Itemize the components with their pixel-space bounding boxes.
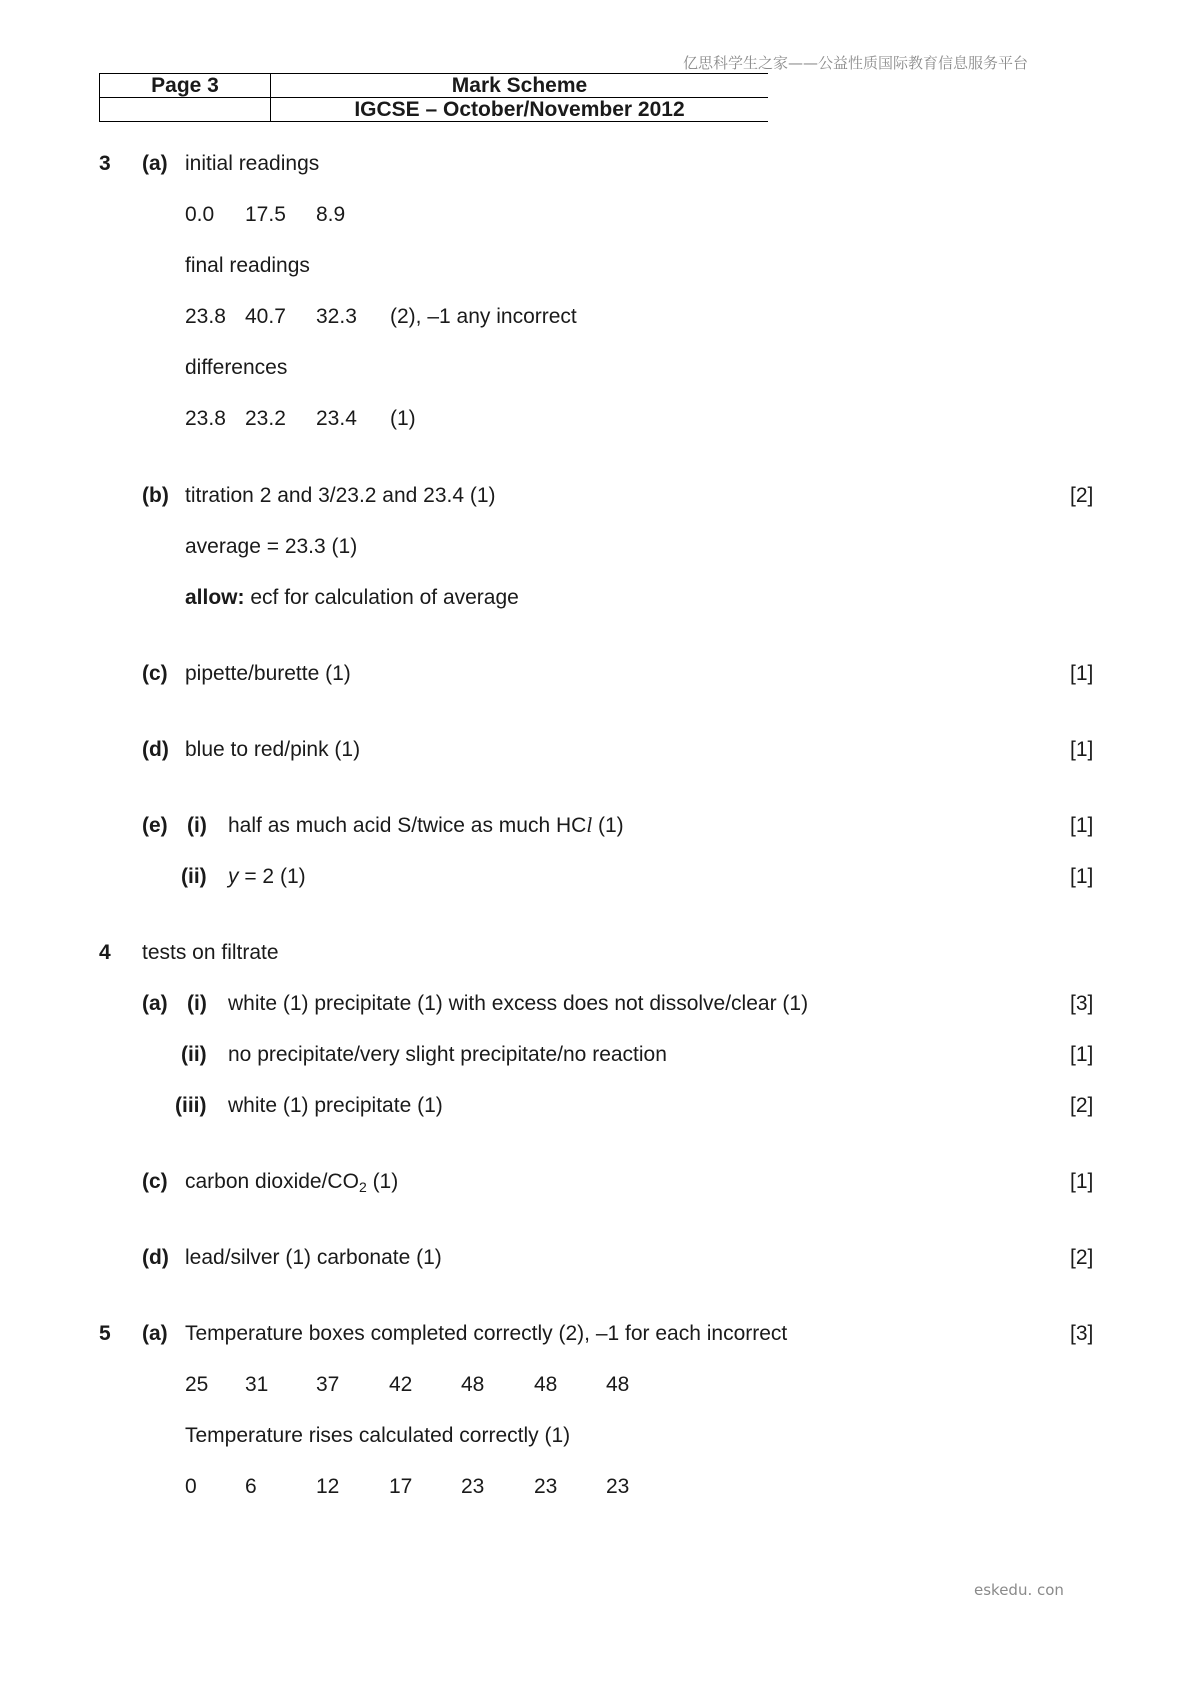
q4d-mark: [2] — [1070, 1246, 1094, 1269]
q3d-text: blue to red/pink (1) — [185, 738, 361, 761]
q4c-mark: [1] — [1070, 1170, 1094, 1193]
q3a-initial-label: initial readings — [185, 152, 320, 175]
value: 12 — [316, 1475, 340, 1498]
subscript: 2 — [358, 1179, 367, 1195]
value: 48 — [461, 1373, 485, 1396]
value: 8.9 — [316, 203, 346, 226]
value: 17 — [389, 1475, 413, 1498]
value: 0 — [185, 1475, 197, 1498]
watermark-bottom: eskedu. con — [974, 1581, 1064, 1599]
q3b-line2: average = 23.3 (1) — [185, 535, 358, 558]
q3e-i-mark: [1] — [1070, 814, 1094, 837]
q5a-label: (a) — [142, 1322, 168, 1345]
q4a-ii-label: (ii) — [181, 1043, 207, 1066]
q3d-label: (d) — [142, 738, 169, 761]
text: (1) — [366, 1170, 399, 1193]
q4d-label: (d) — [142, 1246, 169, 1269]
value: 23.8 — [185, 305, 226, 328]
value: 23 — [461, 1475, 485, 1498]
q4a-i-text: white (1) precipitate (1) with excess does not dissolve/clear (1) — [228, 992, 809, 1015]
watermark-top: 亿思科学生之家——公益性质国际教育信息服务平台 — [683, 54, 1029, 72]
allow-text: ecf for calculation of average — [244, 586, 519, 609]
value: 23.8 — [185, 407, 226, 430]
q3c-text: pipette/burette (1) — [185, 662, 351, 685]
value: 0.0 — [185, 203, 215, 226]
q4a-iii-label: (iii) — [175, 1094, 207, 1117]
text: carbon dioxide/CO — [185, 1170, 359, 1193]
text: half as much acid S/twice as much HC — [228, 814, 587, 837]
q3b-allow — [185, 587, 519, 608]
q5a-mark: [3] — [1070, 1322, 1094, 1345]
q3b-label: (b) — [142, 484, 169, 507]
q5-number: 5 — [99, 1322, 111, 1345]
q4a-i-mark: [3] — [1070, 992, 1094, 1015]
header-empty-cell — [100, 98, 271, 122]
value: 17.5 — [245, 203, 286, 226]
value: 25 — [185, 1373, 209, 1396]
q3e-ii-label: (ii) — [181, 865, 207, 888]
header-page: Page 3 — [100, 74, 271, 98]
q3c-mark: [1] — [1070, 662, 1094, 685]
q4d-text: lead/silver (1) carbonate (1) — [185, 1246, 442, 1269]
q3e-ii-mark: [1] — [1070, 865, 1094, 888]
value: 23 — [534, 1475, 558, 1498]
text: (1) — [592, 814, 624, 837]
q3d-mark: [1] — [1070, 738, 1094, 761]
q3c-label: (c) — [142, 662, 168, 685]
q3e-i-label: (i) — [187, 814, 207, 837]
value: 42 — [389, 1373, 413, 1396]
q4a-i-label: (i) — [187, 992, 207, 1015]
header-table — [99, 73, 768, 122]
q3e-i-text — [228, 815, 624, 836]
q4c-label: (c) — [142, 1170, 168, 1193]
q5a-text: Temperature boxes completed correctly (2), –1 for each incorrect — [185, 1322, 788, 1345]
q4-number: 4 — [99, 941, 111, 964]
q3a-final-label: final readings — [185, 254, 310, 277]
diff-note: (1) — [390, 407, 416, 430]
q3a-diff-label: differences — [185, 356, 288, 379]
chlorine-l: l — [586, 813, 593, 837]
header-subtitle: IGCSE – October/November 2012 — [271, 98, 769, 122]
value: 23.2 — [245, 407, 286, 430]
header-title: Mark Scheme — [271, 74, 769, 98]
q3-number: 3 — [99, 152, 111, 175]
value: 48 — [606, 1373, 630, 1396]
q4a-iii-mark: [2] — [1070, 1094, 1094, 1117]
q4a-iii-text: white (1) precipitate (1) — [228, 1094, 443, 1117]
allow-label: allow: — [185, 586, 245, 609]
value: 37 — [316, 1373, 340, 1396]
q4a-ii-mark: [1] — [1070, 1043, 1094, 1066]
value: 23 — [606, 1475, 630, 1498]
q3b-line1: titration 2 and 3/23.2 and 23.4 (1) — [185, 484, 496, 507]
value: 31 — [245, 1373, 269, 1396]
q4a-label: (a) — [142, 992, 168, 1015]
q4a-ii-text: no precipitate/very slight precipitate/no reaction — [228, 1043, 667, 1066]
value: 32.3 — [316, 305, 357, 328]
q3e-ii-text — [228, 866, 306, 887]
value: 23.4 — [316, 407, 357, 430]
q5a-rises-label: Temperature rises calculated correctly (1) — [185, 1424, 571, 1447]
q4-intro: tests on filtrate — [142, 941, 279, 964]
value: 40.7 — [245, 305, 286, 328]
text: = 2 (1) — [238, 865, 306, 888]
variable-y: y — [228, 865, 239, 888]
q3a-label: (a) — [142, 152, 168, 175]
q3b-mark: [2] — [1070, 484, 1094, 507]
value: 48 — [534, 1373, 558, 1396]
value: 6 — [245, 1475, 257, 1498]
q4c-text — [185, 1170, 399, 1195]
final-note: (2), –1 any incorrect — [390, 305, 577, 328]
q3e-label: (e) — [142, 814, 168, 837]
